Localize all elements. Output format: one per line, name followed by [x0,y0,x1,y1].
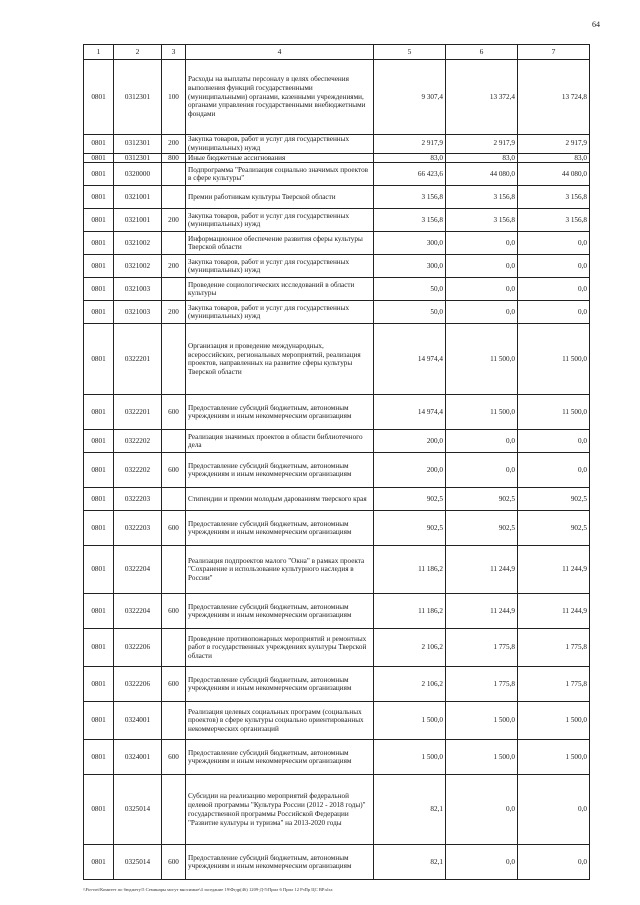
section-code: 0801 [84,594,114,629]
amount-col5: 9 307,4 [374,60,446,135]
target-article-code: 0325014 [114,845,162,880]
amount-col5: 11 186,2 [374,546,446,594]
section-code: 0801 [84,255,114,278]
amount-col5: 902,5 [374,511,446,546]
target-article-code: 0321003 [114,278,162,301]
expense-type-code: 200 [162,135,186,154]
expense-name: Расходы на выплаты персоналу в целях обеспечения выполнения функций государственными (муниципальными) органами, казенными учреждениями, органами управления государственными внебюджетными фондами [186,60,374,135]
expense-type-code [162,629,186,667]
amount-col5: 902,5 [374,488,446,511]
target-article-code: 0320000 [114,163,162,186]
amount-col5: 1 500,0 [374,702,446,740]
table-row [84,255,590,278]
amount-col6: 11 244,9 [446,594,518,629]
table-row [84,324,590,395]
amount-col5: 82,1 [374,775,446,845]
table-row [84,232,590,255]
section-code: 0801 [84,845,114,880]
expense-name: Подпрограмма "Реализация социально значимых проектов в сфере культуры" [186,163,374,186]
amount-col5: 11 186,2 [374,594,446,629]
table-row [84,430,590,453]
table-row [84,301,590,324]
amount-col6: 1 775,8 [446,667,518,702]
expense-type-code: 100 [162,60,186,135]
amount-col6: 13 372,4 [446,60,518,135]
table-row [84,488,590,511]
table-row [84,153,590,163]
target-article-code: 0321003 [114,301,162,324]
expense-type-code [162,232,186,255]
amount-col6: 0,0 [446,453,518,488]
section-code: 0801 [84,232,114,255]
table-row [84,163,590,186]
amount-col6: 44 080,0 [446,163,518,186]
amount-col7: 0,0 [518,845,590,880]
amount-col7: 0,0 [518,232,590,255]
amount-col6: 3 156,8 [446,209,518,232]
target-article-code: 0322203 [114,511,162,546]
section-code: 0801 [84,740,114,775]
section-code: 0801 [84,546,114,594]
column-number-row [84,45,590,60]
amount-col6: 11 500,0 [446,395,518,430]
amount-col6: 11 244,9 [446,546,518,594]
section-code: 0801 [84,667,114,702]
amount-col7: 11 500,0 [518,324,590,395]
expense-name: Проведение социологических исследований в области культуры [186,278,374,301]
column-header: 3 [162,45,186,60]
expense-type-code: 800 [162,153,186,163]
amount-col5: 50,0 [374,301,446,324]
amount-col6: 0,0 [446,232,518,255]
expense-name: Информационное обеспечение развития сферы культуры Тверской области [186,232,374,255]
amount-col6: 11 500,0 [446,324,518,395]
section-code: 0801 [84,453,114,488]
section-code: 0801 [84,324,114,395]
expense-name: Закупка товаров, работ и услуг для государственных (муниципальных) нужд [186,255,374,278]
expense-name: Организация и проведение международных, всероссийских, региональных мероприятий, реализация проектов, направленных на развитие сферы культуры Тверской области [186,324,374,395]
amount-col6: 902,5 [446,511,518,546]
amount-col5: 200,0 [374,453,446,488]
amount-col7: 902,5 [518,511,590,546]
expense-type-code [162,278,186,301]
expense-type-code: 200 [162,301,186,324]
section-code: 0801 [84,511,114,546]
table-row [84,453,590,488]
expense-name: Премии работникам культуры Тверской области [186,186,374,209]
target-article-code: 0321002 [114,255,162,278]
section-code: 0801 [84,301,114,324]
table-row [84,209,590,232]
amount-col7: 11 244,9 [518,594,590,629]
expense-name: Предоставление субсидий бюджетным, автономным учреждениям и иным некоммерческим организациям [186,667,374,702]
target-article-code: 0324001 [114,702,162,740]
section-code: 0801 [84,186,114,209]
target-article-code: 0321001 [114,209,162,232]
target-article-code: 0322204 [114,546,162,594]
table-row [84,186,590,209]
section-code: 0801 [84,153,114,163]
table-row [84,740,590,775]
target-article-code: 0322204 [114,594,162,629]
amount-col5: 300,0 [374,255,446,278]
target-article-code: 0322206 [114,667,162,702]
expense-type-code: 200 [162,255,186,278]
expense-type-code [162,546,186,594]
column-header: 4 [186,45,374,60]
expense-name: Закупка товаров, работ и услуг для государственных (муниципальных) нужд [186,135,374,154]
column-header: 2 [114,45,162,60]
target-article-code: 0322203 [114,488,162,511]
expense-type-code: 600 [162,845,186,880]
amount-col7: 1 775,8 [518,667,590,702]
column-header: 5 [374,45,446,60]
expense-name: Закупка товаров, работ и услуг для государственных (муниципальных) нужд [186,209,374,232]
expense-type-code [162,488,186,511]
amount-col7: 44 080,0 [518,163,590,186]
amount-col6: 0,0 [446,301,518,324]
expense-name: Предоставление субсидий бюджетным, автономным учреждениям и иным некоммерческим организациям [186,453,374,488]
amount-col5: 2 106,2 [374,629,446,667]
expense-type-code [162,186,186,209]
amount-col5: 82,1 [374,845,446,880]
expense-name: Субсидии на реализацию мероприятий федеральной целевой программы "Культура России (2012 - 2018 годы)" государственной программы Российской Федерации "Развитие культуры и туризма" на 2013-2020 годы [186,775,374,845]
expense-type-code [162,163,186,186]
table-row [84,135,590,154]
target-article-code: 0312301 [114,135,162,154]
amount-col6: 0,0 [446,278,518,301]
section-code: 0801 [84,60,114,135]
target-article-code: 0322206 [114,629,162,667]
expense-type-code: 200 [162,209,186,232]
section-code: 0801 [84,702,114,740]
amount-col7: 3 156,8 [518,209,590,232]
expense-name: Иные бюджетные ассигнования [186,153,374,163]
table-body [84,60,590,880]
amount-col7: 0,0 [518,775,590,845]
target-article-code: 0312301 [114,153,162,163]
amount-col6: 83,0 [446,153,518,163]
expense-type-code [162,775,186,845]
table-row [84,395,590,430]
table-row [84,629,590,667]
amount-col7: 13 724,8 [518,60,590,135]
section-code: 0801 [84,775,114,845]
expense-name: Реализация целевых социальных программ (социальных проектов) в сфере культуры социально ориентированных некоммерческих организаций [186,702,374,740]
section-code: 0801 [84,430,114,453]
target-article-code: 0321001 [114,186,162,209]
table-row [84,702,590,740]
amount-col6: 1 775,8 [446,629,518,667]
amount-col7: 0,0 [518,430,590,453]
column-header: 7 [518,45,590,60]
amount-col6: 902,5 [446,488,518,511]
expense-type-code: 600 [162,667,186,702]
amount-col7: 1 500,0 [518,702,590,740]
amount-col5: 83,0 [374,153,446,163]
expense-name: Реализация значимых проектов в области библиотечного дела [186,430,374,453]
expense-type-code: 600 [162,594,186,629]
amount-col5: 66 423,6 [374,163,446,186]
column-header: 6 [446,45,518,60]
target-article-code: 0321002 [114,232,162,255]
page-number: 64 [592,20,600,29]
table-row [84,667,590,702]
table-row [84,845,590,880]
amount-col7: 0,0 [518,301,590,324]
amount-col6: 0,0 [446,775,518,845]
amount-col5: 2 917,9 [374,135,446,154]
amount-col6: 2 917,9 [446,135,518,154]
section-code: 0801 [84,488,114,511]
amount-col7: 3 156,8 [518,186,590,209]
expense-type-code [162,324,186,395]
file-path-footer: \\Fin-net\Комитет по бюджету\5 Семинары могут вносимые\4 заседание 19\Фгдр(46) 1209-Д-5\Прил 6 Прил 12 РзПр ЦС ВР.xlsx [83,887,333,892]
amount-col5: 3 156,8 [374,209,446,232]
expense-type-code: 600 [162,511,186,546]
amount-col7: 83,0 [518,153,590,163]
expense-name: Проведение противопожарных мероприятий и ремонтных работ в государственных учреждениях культуры Тверской области [186,629,374,667]
amount-col5: 2 106,2 [374,667,446,702]
expense-type-code: 600 [162,740,186,775]
amount-col6: 1 500,0 [446,702,518,740]
section-code: 0801 [84,135,114,154]
amount-col6: 0,0 [446,430,518,453]
target-article-code: 0324001 [114,740,162,775]
expense-type-code: 600 [162,453,186,488]
amount-col5: 14 974,4 [374,324,446,395]
amount-col7: 0,0 [518,255,590,278]
expense-name: Предоставление субсидий бюджетным, автономным учреждениям и иным некоммерческим организациям [186,395,374,430]
expense-name: Предоставление субсидий бюджетным, автономным учреждениям и иным некоммерческим организациям [186,594,374,629]
section-code: 0801 [84,209,114,232]
table-row [84,775,590,845]
expense-type-code [162,430,186,453]
target-article-code: 0322202 [114,453,162,488]
section-code: 0801 [84,278,114,301]
amount-col5: 50,0 [374,278,446,301]
amount-col7: 0,0 [518,278,590,301]
amount-col6: 0,0 [446,255,518,278]
amount-col7: 0,0 [518,453,590,488]
expense-type-code [162,702,186,740]
target-article-code: 0312301 [114,60,162,135]
expense-name: Предоставление субсидий бюджетным, автономным учреждениям и иным некоммерческим организациям [186,511,374,546]
amount-col7: 2 917,9 [518,135,590,154]
amount-col5: 1 500,0 [374,740,446,775]
expense-name: Закупка товаров, работ и услуг для государственных (муниципальных) нужд [186,301,374,324]
amount-col7: 11 500,0 [518,395,590,430]
amount-col6: 1 500,0 [446,740,518,775]
table-row [84,594,590,629]
amount-col7: 1 775,8 [518,629,590,667]
amount-col7: 11 244,9 [518,546,590,594]
table-row [84,546,590,594]
target-article-code: 0325014 [114,775,162,845]
amount-col5: 200,0 [374,430,446,453]
section-code: 0801 [84,163,114,186]
amount-col5: 14 974,4 [374,395,446,430]
table-row [84,60,590,135]
amount-col7: 902,5 [518,488,590,511]
expense-name: Предоставление субсидий бюджетным, автономным учреждениям и иным некоммерческим организациям [186,845,374,880]
target-article-code: 0322202 [114,430,162,453]
section-code: 0801 [84,629,114,667]
column-header: 1 [84,45,114,60]
amount-col7: 1 500,0 [518,740,590,775]
amount-col5: 3 156,8 [374,186,446,209]
expense-name: Предоставление субсидий бюджетным, автономным учреждениям и иным некоммерческим организациям [186,740,374,775]
expense-type-code: 600 [162,395,186,430]
target-article-code: 0322201 [114,324,162,395]
target-article-code: 0322201 [114,395,162,430]
amount-col6: 3 156,8 [446,186,518,209]
amount-col6: 0,0 [446,845,518,880]
table-row [84,278,590,301]
section-code: 0801 [84,395,114,430]
budget-table [83,44,590,880]
amount-col5: 300,0 [374,232,446,255]
expense-name: Реализация подпроектов малого "Окна" в рамках проекта "Сохранение и использование культурного наследия в России" [186,546,374,594]
table-row [84,511,590,546]
expense-name: Стипендии и премии молодым дарованиям тверского края [186,488,374,511]
